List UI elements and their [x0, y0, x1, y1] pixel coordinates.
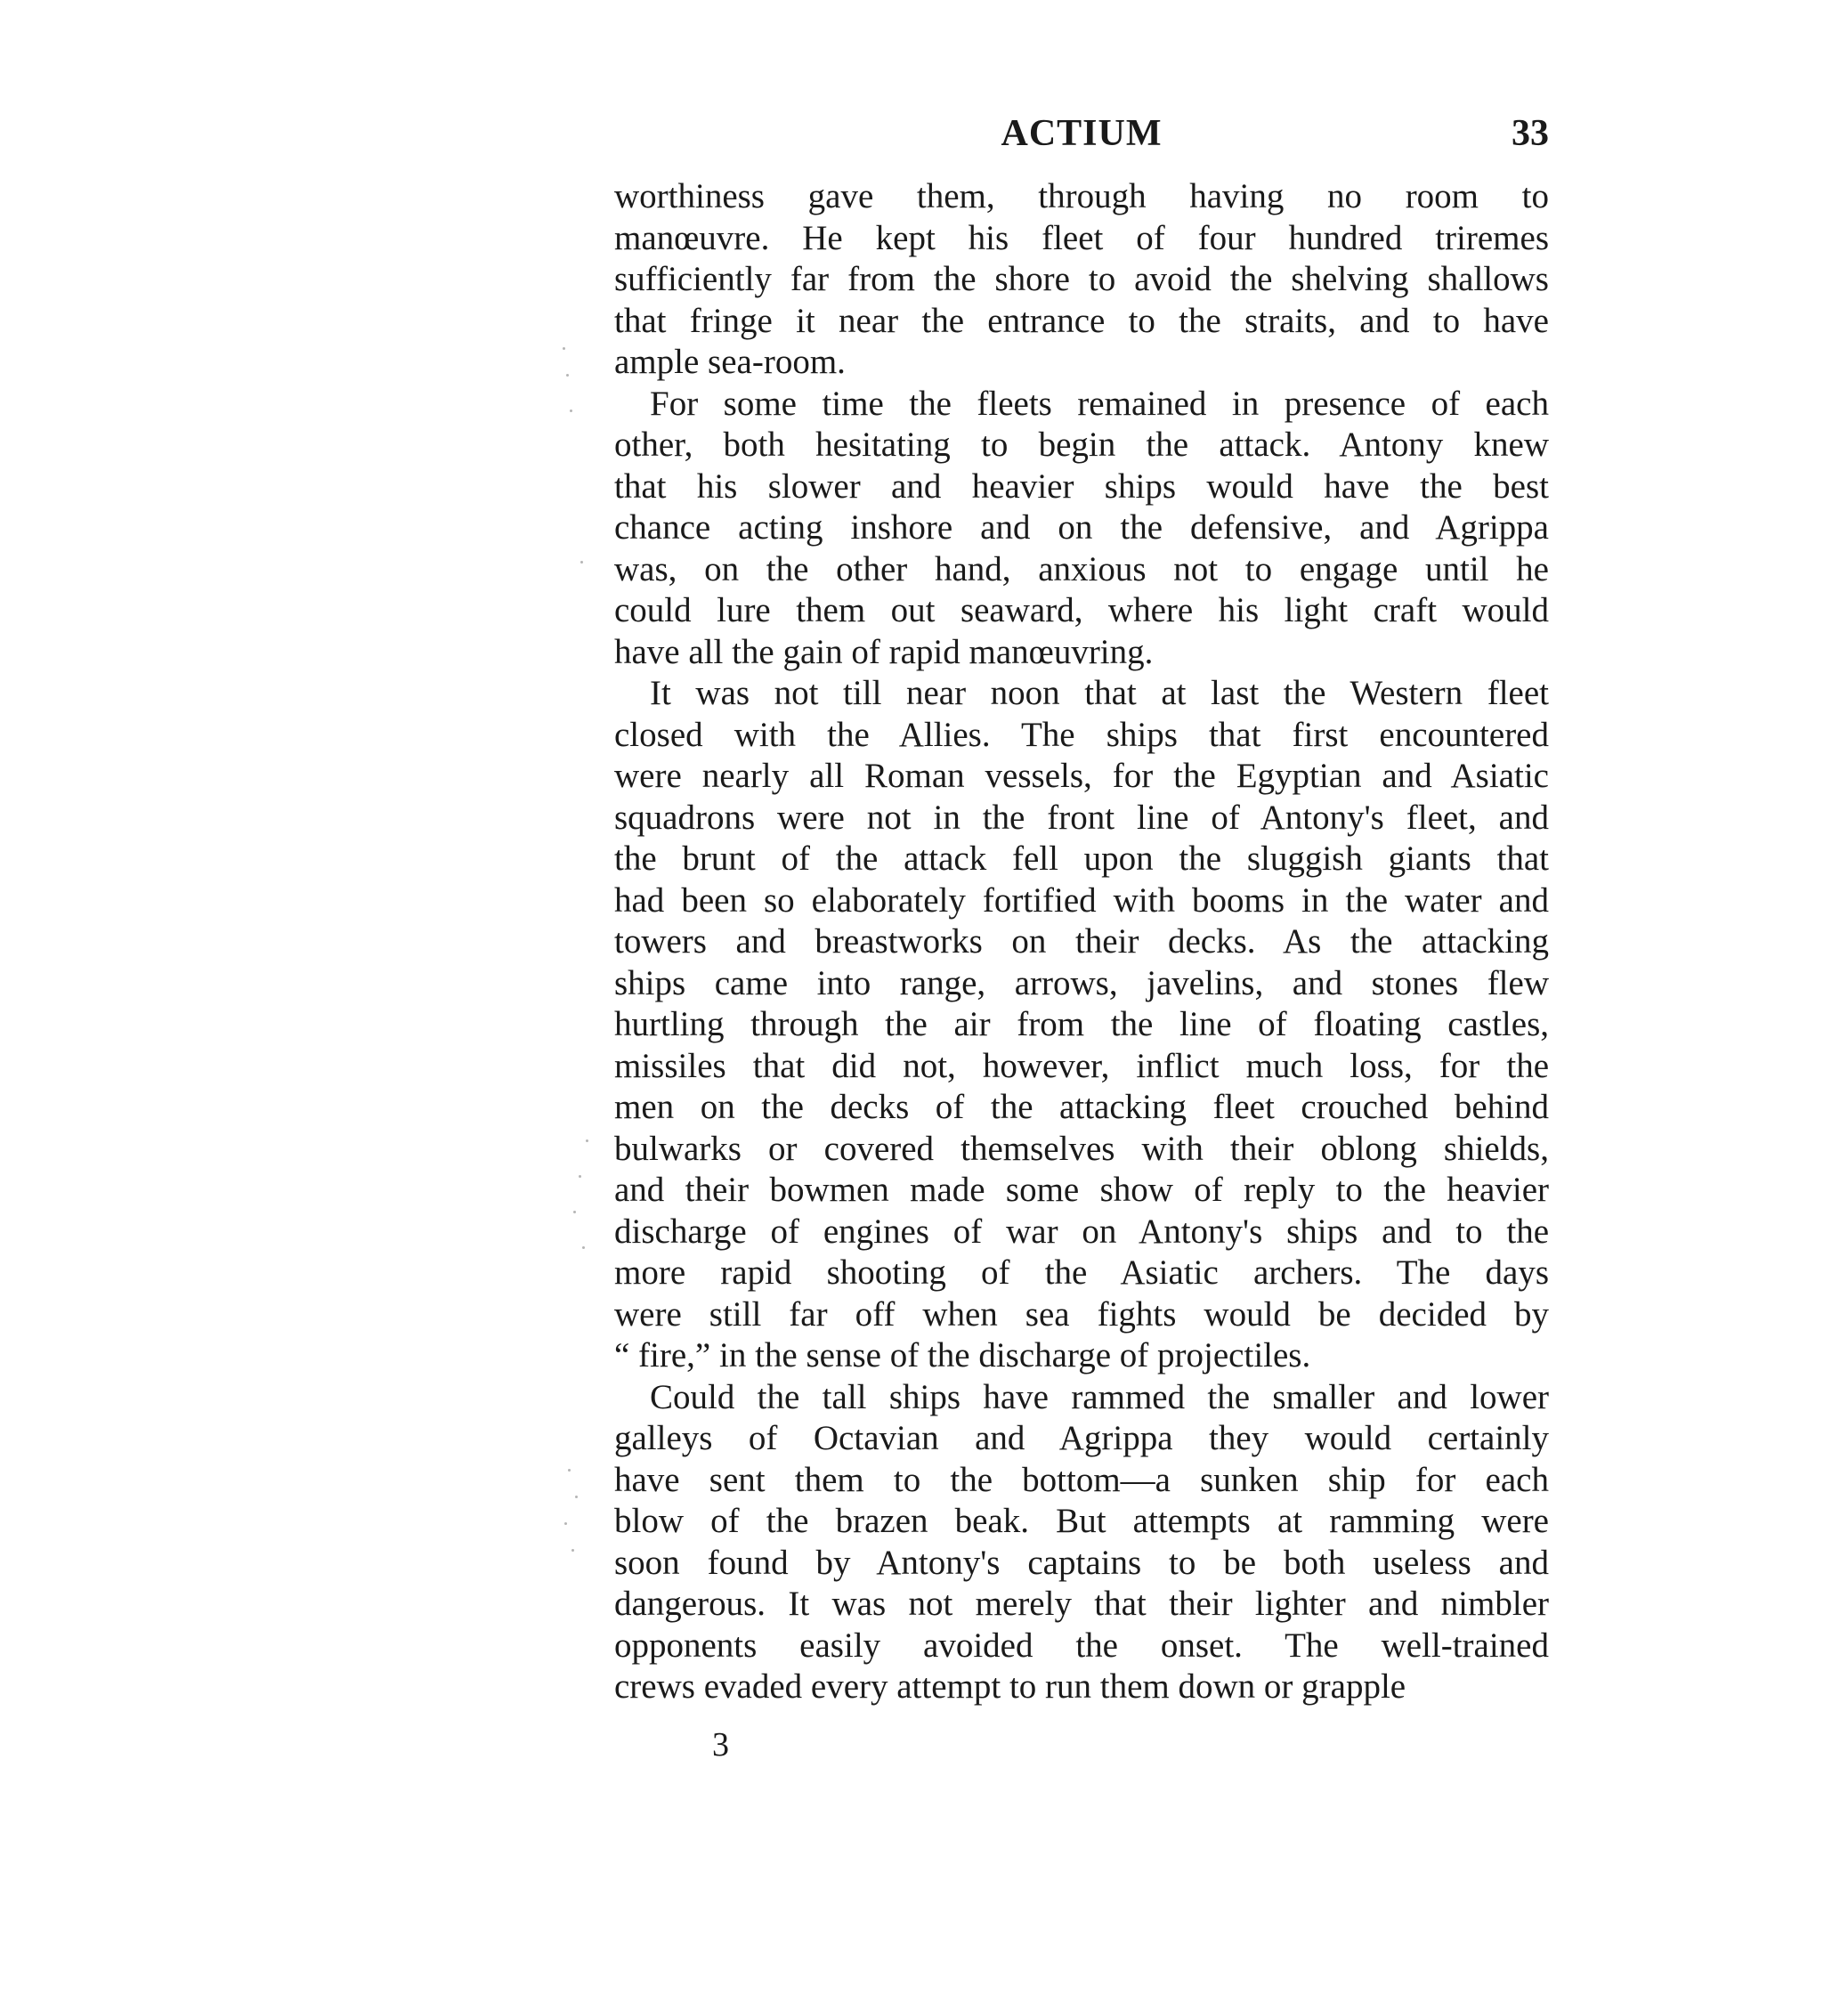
paragraph	[614, 673, 1549, 1377]
text-line: soon found by Antony's captains to be both useless and	[614, 1543, 1549, 1582]
chapter-title: ACTIUM	[1001, 113, 1163, 154]
text-line: that fringe it near the entrance to the straits, and to have	[614, 301, 1549, 340]
text-line: have all the gain of rapid manœuvring.	[614, 632, 1154, 671]
text-line: closed with the Allies. The ships that first encountered	[614, 715, 1549, 754]
text-line: ships came into range, arrows, javelins, and stones flew	[614, 963, 1549, 1002]
text-line: blow of the brazen beak. But attempts at ramming were	[614, 1502, 1549, 1540]
text-line: dangerous. It was not merely that their lighter and nimbler	[614, 1585, 1549, 1623]
running-head	[614, 107, 1549, 160]
text-line: were still far off when sea fights would be decided by	[614, 1294, 1549, 1334]
text-line: sufficiently far from the shore to avoid the shelving shallows	[614, 260, 1549, 298]
text-line: missiles that did not, however, inflict much loss, for the	[614, 1046, 1549, 1085]
text-line: more rapid shooting of the Asiatic archers. The days	[614, 1253, 1549, 1292]
text-line: have sent them to the bottom—a sunken ship for each	[614, 1460, 1549, 1499]
text-line: opponents easily avoided the onset. The well-trained	[614, 1626, 1549, 1665]
paragraph	[614, 1377, 1549, 1708]
text-line: had been so elaborately fortified with booms in the water and	[614, 880, 1549, 920]
text-line: Could the tall ships have rammed the smaller and lower	[650, 1377, 1549, 1416]
body-text	[614, 176, 1549, 1708]
text-line: bulwarks or covered themselves with their oblong shields,	[614, 1129, 1549, 1168]
text-line: ample sea-room.	[614, 343, 846, 381]
text-line: towers and breastworks on their decks. As the attacking	[614, 922, 1549, 961]
text-line: discharge of engines of war on Antony's ships and to the	[614, 1212, 1549, 1251]
text-line: It was not till near noon that at last the Western fleet	[650, 674, 1549, 712]
text-line: hurtling through the air from the line of floating castles,	[614, 1005, 1549, 1043]
text-line: crews evaded every attempt to run them down or grapple	[614, 1667, 1406, 1706]
text-line: For some time the fleets remained in presence of each	[650, 384, 1549, 423]
text-line: men on the decks of the attacking fleet crouched behind	[614, 1088, 1549, 1126]
paragraph	[614, 384, 1549, 674]
text-line: galleys of Octavian and Agrippa they would certainly	[614, 1419, 1549, 1457]
scan-specks	[561, 338, 596, 1674]
text-line: could lure them out seaward, where his light craft would	[614, 591, 1549, 629]
text-line: that his slower and heavier ships would have the best	[614, 466, 1549, 506]
text-line: worthiness gave them, through having no room to	[614, 177, 1549, 215]
text-line: was, on the other hand, anxious not to engage until he	[614, 549, 1549, 588]
text-line: and their bowmen made some show of reply to the heavier	[614, 1171, 1549, 1209]
page-number: 33	[1512, 113, 1549, 154]
paragraph	[614, 176, 1549, 384]
text-line: “ fire,” in the sense of the discharge of projectiles.	[614, 1336, 1311, 1374]
text-line: chance acting inshore and on the defensive, and Agrippa	[614, 508, 1549, 547]
signature-mark: 3	[712, 1726, 729, 1764]
text-line: the brunt of the attack fell upon the sluggish giants that	[614, 839, 1549, 878]
text-line: other, both hesitating to begin the attack. Antony knew	[614, 426, 1549, 464]
text-line: squadrons were not in the front line of Antony's fleet, and	[614, 798, 1549, 837]
text-line: were nearly all Roman vessels, for the Egyptian and Asiatic	[614, 757, 1549, 795]
text-line: manœuvre. He kept his fleet of four hundred triremes	[614, 218, 1549, 257]
